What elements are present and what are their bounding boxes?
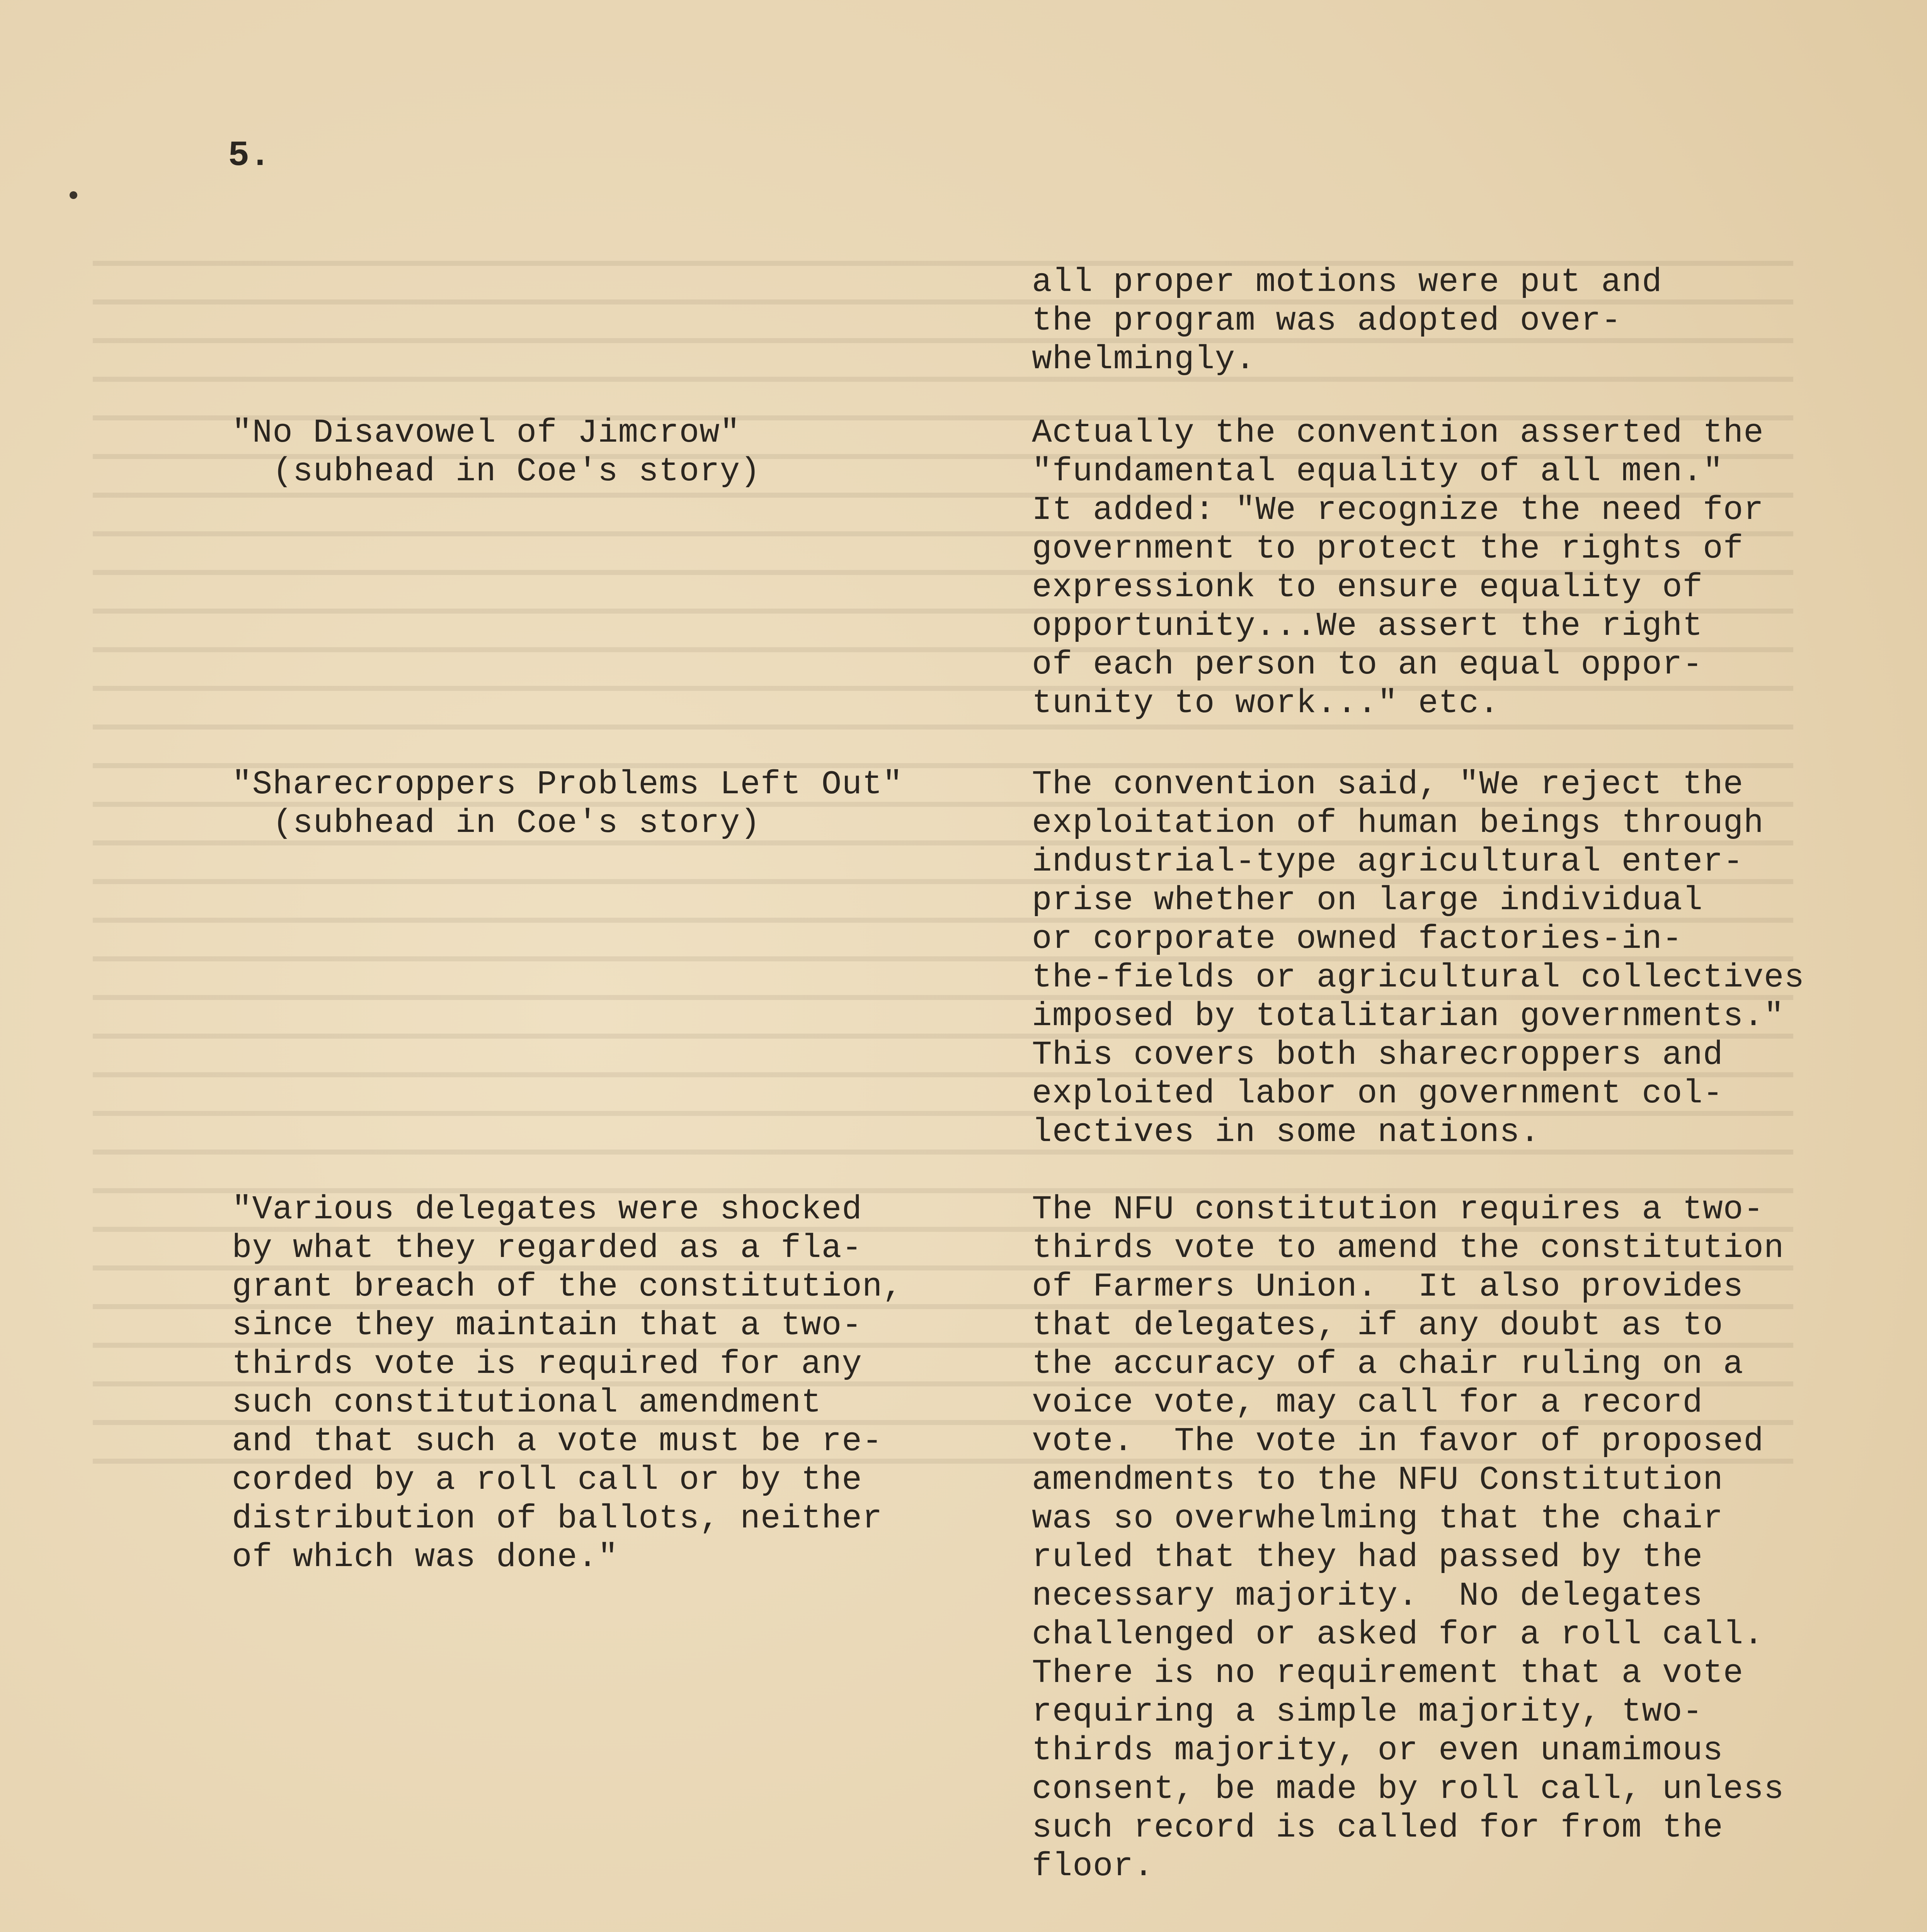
quoted-claim-line: "Various delegates were shocked	[232, 1190, 862, 1228]
quoted-claim-line: and that such a vote must be re-	[232, 1422, 883, 1460]
rebuttal-line: tunity to work..." etc.	[1032, 684, 1500, 722]
rebuttal-line: expressionk to ensure equality of	[1032, 568, 1703, 606]
rebuttal-line: floor.	[1032, 1847, 1154, 1885]
rebuttal-line: consent, be made by roll call, unless	[1032, 1770, 1784, 1808]
rebuttal-line: the accuracy of a chair ruling on a	[1032, 1345, 1744, 1383]
quoted-claim-line: by what they regarded as a fla-	[232, 1229, 862, 1267]
rebuttal-line: It added: "We recognize the need for	[1032, 491, 1764, 529]
rebuttal-line: government to protect the rights of	[1032, 530, 1744, 568]
quoted-claim-line: (subhead in Coe's story)	[232, 452, 761, 490]
page-number: 5.	[228, 135, 271, 176]
rebuttal-line: of each person to an equal oppor-	[1032, 646, 1703, 684]
quoted-claim-line: grant breach of the constitution,	[232, 1268, 903, 1306]
rebuttal-line: necessary majority. No delegates	[1032, 1577, 1703, 1615]
quoted-claim-line: of which was done."	[232, 1538, 618, 1576]
rebuttal-line: lectives in some nations.	[1032, 1113, 1541, 1151]
rebuttal-line: The NFU constitution requires a two-	[1032, 1190, 1764, 1228]
right-column-line: the program was adopted over-	[1032, 302, 1622, 340]
quoted-claim-line: thirds vote is required for any	[232, 1345, 862, 1383]
rebuttal-line: was so overwhelming that the chair	[1032, 1500, 1723, 1537]
rebuttal-line: that delegates, if any doubt as to	[1032, 1306, 1723, 1344]
rebuttal-line: opportunity...We assert the right	[1032, 607, 1703, 645]
rebuttal-line: of Farmers Union. It also provides	[1032, 1268, 1744, 1306]
rebuttal-line: prise whether on large individual	[1032, 881, 1703, 919]
rebuttal-line: the-fields or agricultural collectives	[1032, 959, 1805, 997]
rebuttal-line: voice vote, may call for a record	[1032, 1384, 1703, 1422]
rebuttal-line: requiring a simple majority, two-	[1032, 1693, 1703, 1731]
rebuttal-line: There is no requirement that a vote	[1032, 1654, 1744, 1692]
quoted-claim-line: "No Disavowel of Jimcrow"	[232, 414, 740, 452]
rebuttal-line: industrial-type agricultural enter-	[1032, 843, 1744, 881]
right-column-line: whelmingly.	[1032, 340, 1256, 378]
quoted-claim-line: such constitutional amendment	[232, 1384, 822, 1422]
rebuttal-line: such record is called for from the	[1032, 1809, 1723, 1847]
rebuttal-line: exploited labor on government col-	[1032, 1075, 1723, 1112]
rebuttal-line: or corporate owned factories-in-	[1032, 920, 1683, 958]
rebuttal-line: vote. The vote in favor of proposed	[1032, 1422, 1764, 1460]
quoted-claim-line: (subhead in Coe's story)	[232, 804, 761, 842]
rebuttal-line: exploitation of human beings through	[1032, 804, 1764, 842]
quoted-claim-line: corded by a roll call or by the	[232, 1461, 862, 1499]
rebuttal-line: Actually the convention asserted the	[1032, 414, 1764, 452]
rebuttal-line: thirds majority, or even unamimous	[1032, 1731, 1723, 1769]
right-column-line: all proper motions were put and	[1032, 263, 1662, 301]
rebuttal-line: The convention said, "We reject the	[1032, 765, 1744, 803]
rebuttal-line: ruled that they had passed by the	[1032, 1538, 1703, 1576]
quoted-claim-line: distribution of ballots, neither	[232, 1500, 883, 1537]
rebuttal-line: thirds vote to amend the constitution	[1032, 1229, 1784, 1267]
rebuttal-line: amendments to the NFU Constitution	[1032, 1461, 1723, 1499]
rebuttal-line: This covers both sharecroppers and	[1032, 1036, 1723, 1074]
margin-dot	[70, 191, 77, 199]
rebuttal-line: imposed by totalitarian governments."	[1032, 997, 1784, 1035]
quoted-claim-line: since they maintain that a two-	[232, 1306, 862, 1344]
quoted-claim-line: "Sharecroppers Problems Left Out"	[232, 765, 903, 803]
rebuttal-line: challenged or asked for a roll call.	[1032, 1616, 1764, 1653]
rebuttal-line: "fundamental equality of all men."	[1032, 452, 1723, 490]
